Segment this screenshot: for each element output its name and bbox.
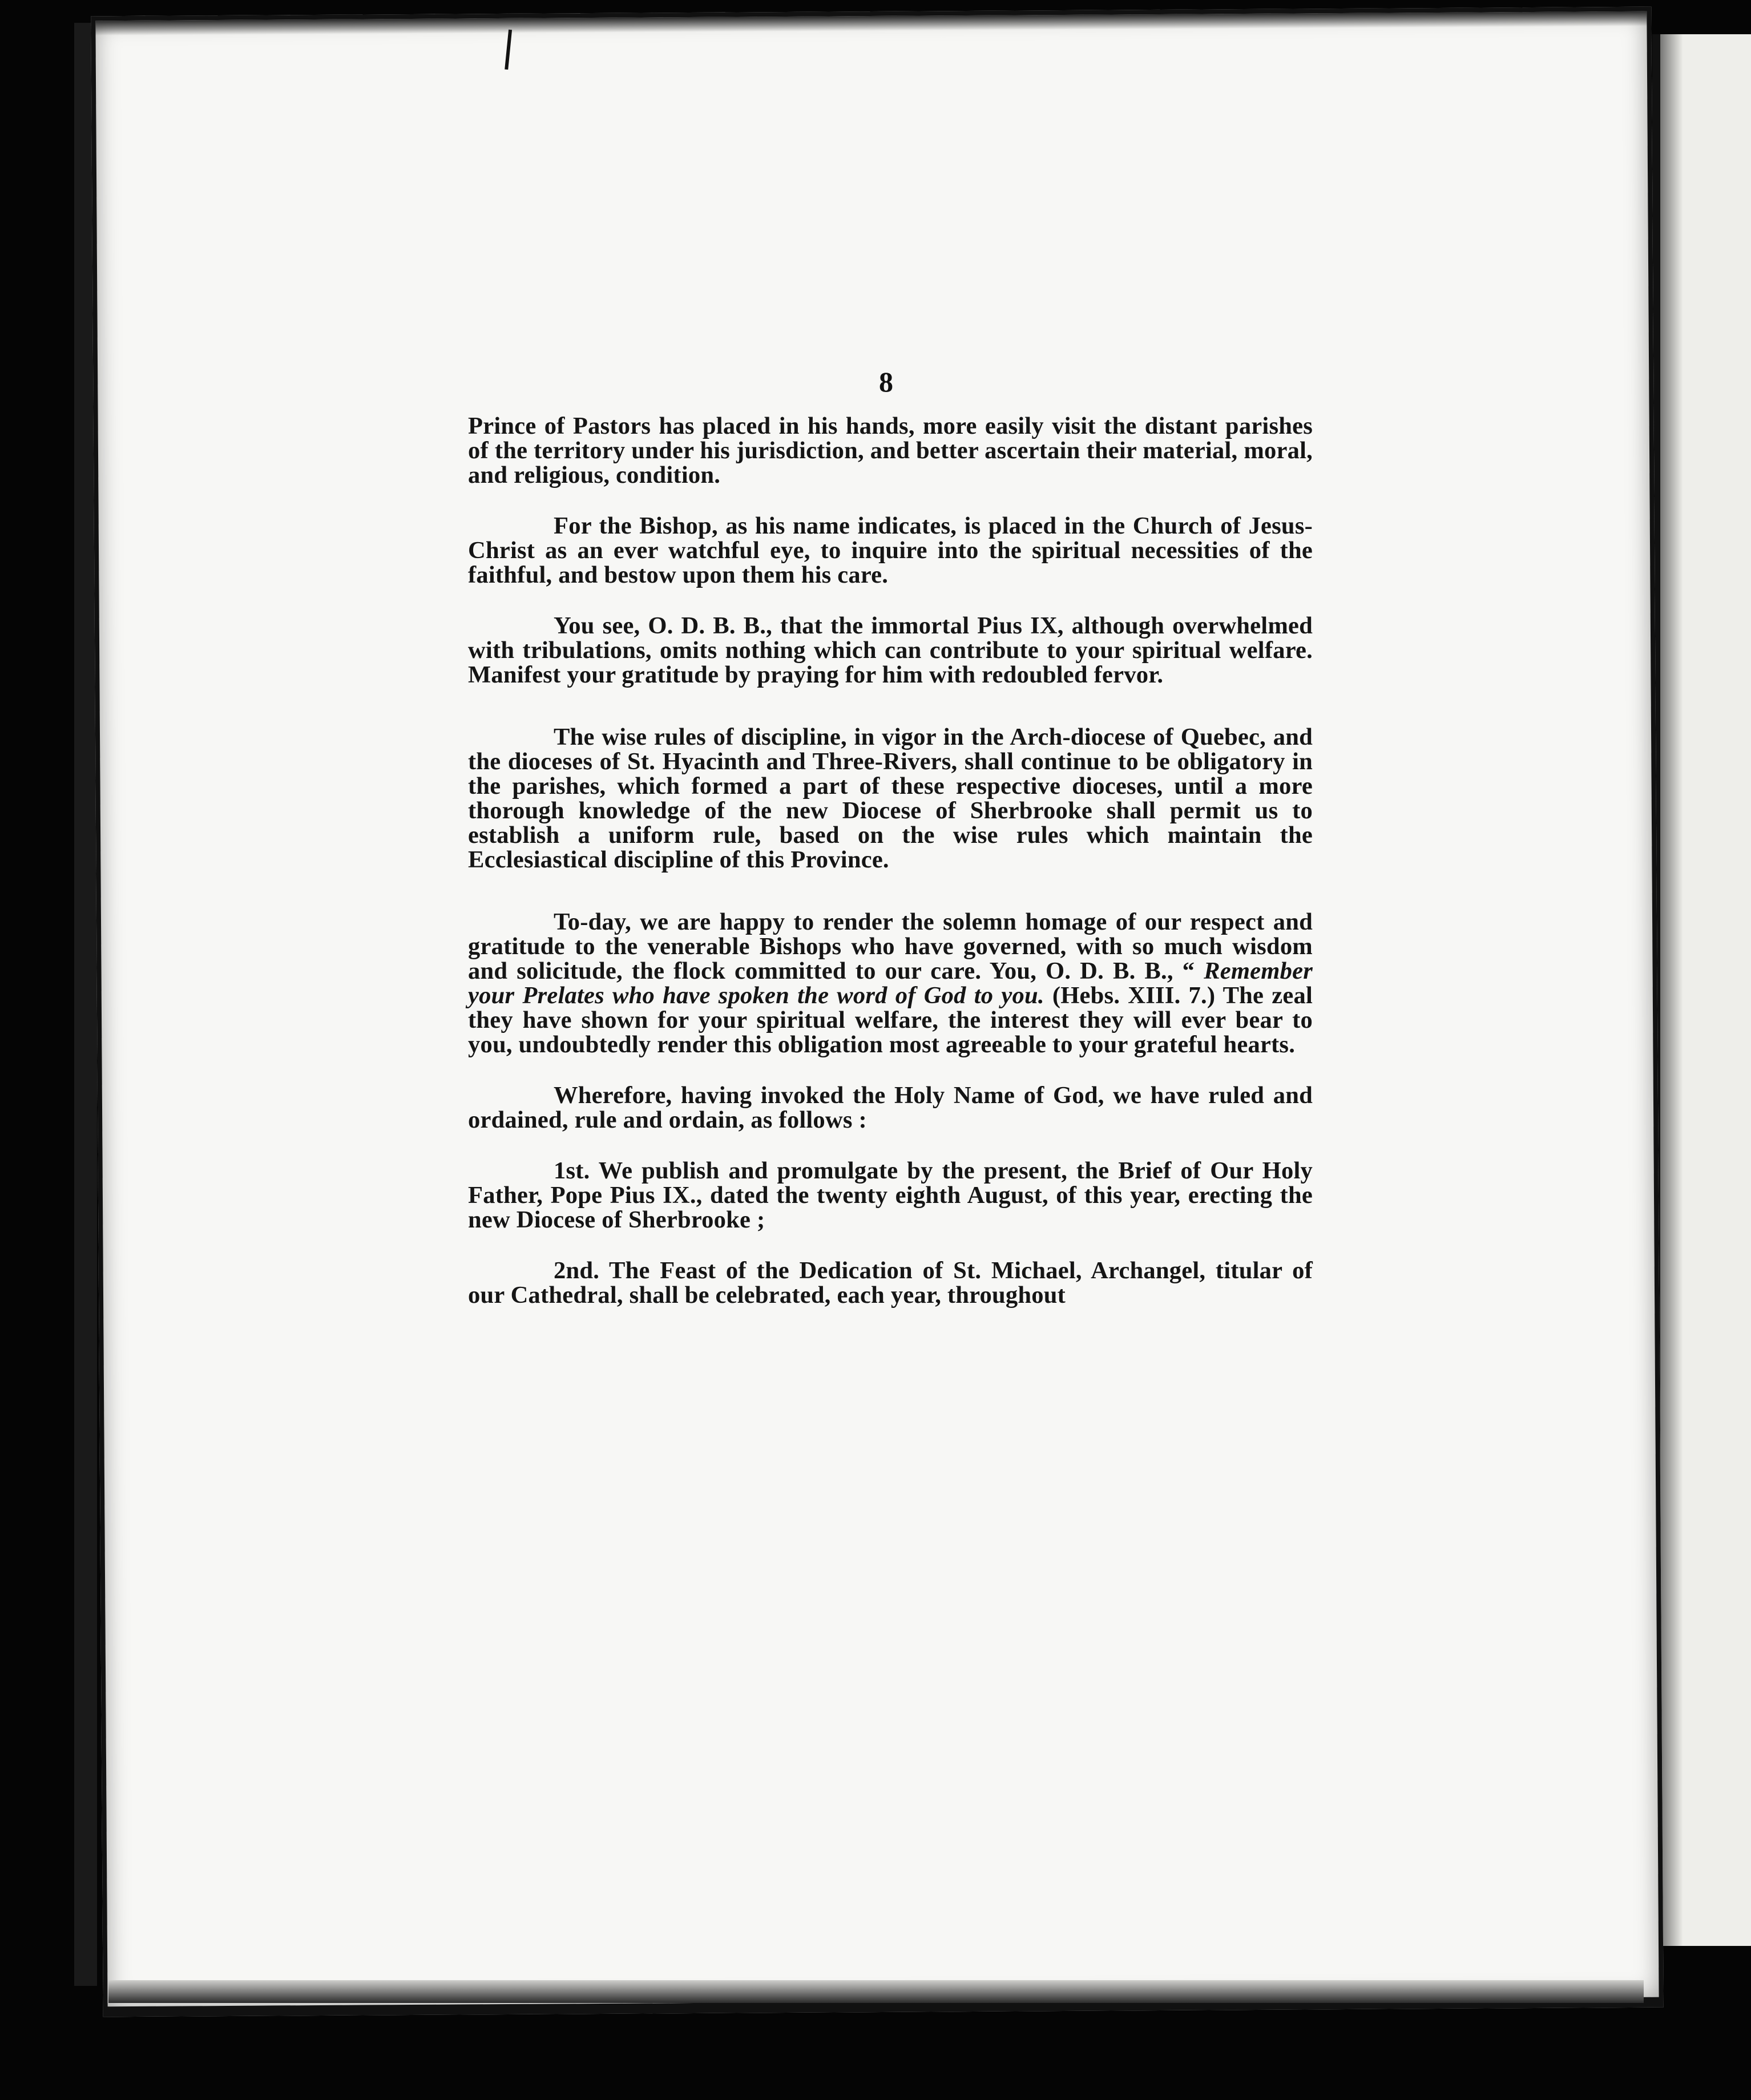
scripture-quote: Remember your Prelates who have spoken the word of God to you. xyxy=(468,958,1313,1009)
paragraph-bishop-role: For the Bishop, as his name indicates, is placed in the Church of Jesus-Christ as an ever watchful eye, to inquire into the spiritual necessities of the faithful, and bestow upon them his care. xyxy=(468,512,1313,588)
paragraph-homage xyxy=(468,910,1313,1057)
pencil-mark xyxy=(505,30,512,70)
homage-text-end: (Hebs. XIII. 7.) The zeal they have shown for your spiritual welfare, the interest they will ever bear to you, undoubtedly render this obligation most agreeable to your grateful hearts. xyxy=(468,982,1313,1058)
paragraph-continuation: Prince of Pastors has placed in his hands, more easily visit the distant parishes of the territory under his jurisdiction, and better ascertain their material, moral, and religious, condition. xyxy=(468,413,1313,488)
body-text xyxy=(468,414,1313,1334)
page-number: 8 xyxy=(879,366,893,398)
facing-page-edge xyxy=(1652,34,1751,1946)
paragraph-pius-ix: You see, O. D. B. B., that the immortal Pius IX, although overwhelmed with tribulations, omits nothing which can contribute to your spiritual welfare. Manifest your gratitude by praying for him with redoubled fervor. xyxy=(468,612,1313,688)
paragraph-article-2: 2nd. The Feast of the Dedication of St. Michael, Archangel, titular of our Cathedral, shall be celebrated, each year, throughout xyxy=(468,1257,1313,1309)
paragraph-wherefore: Wherefore, having invoked the Holy Name of God, we have ruled and ordained, rule and ordain, as follows : xyxy=(468,1082,1313,1133)
homage-text-start: To-day, we are happy to render the solemn homage of our respect and gratitude to the venerable Bishops who have governed, with so much wisdom and solicitude, the flock committed to our care. You, O. D. B. B., “ xyxy=(468,908,1313,984)
paragraph-rules-of-discipline: The wise rules of discipline, in vigor in the Arch-diocese of Quebec, and the dioceses of St. Hyacinth and Three-Rivers, shall continue to be obligatory in the parishes, which formed a part of these respective dioceses, until a more thorough knowledge of the new Diocese of Sherbrooke shall permit us to establish a uniform rule, based on the wise rules which maintain the Ecclesiastical discipline of this Province. xyxy=(468,724,1313,873)
paragraph-article-1: 1st. We publish and promulgate by the present, the Brief of Our Holy Father, Pope Pius IX., dated the twenty eighth August, of this year, erecting the new Diocese of Sherbrooke ; xyxy=(468,1157,1313,1233)
page-bottom-edge xyxy=(108,1980,1644,2003)
